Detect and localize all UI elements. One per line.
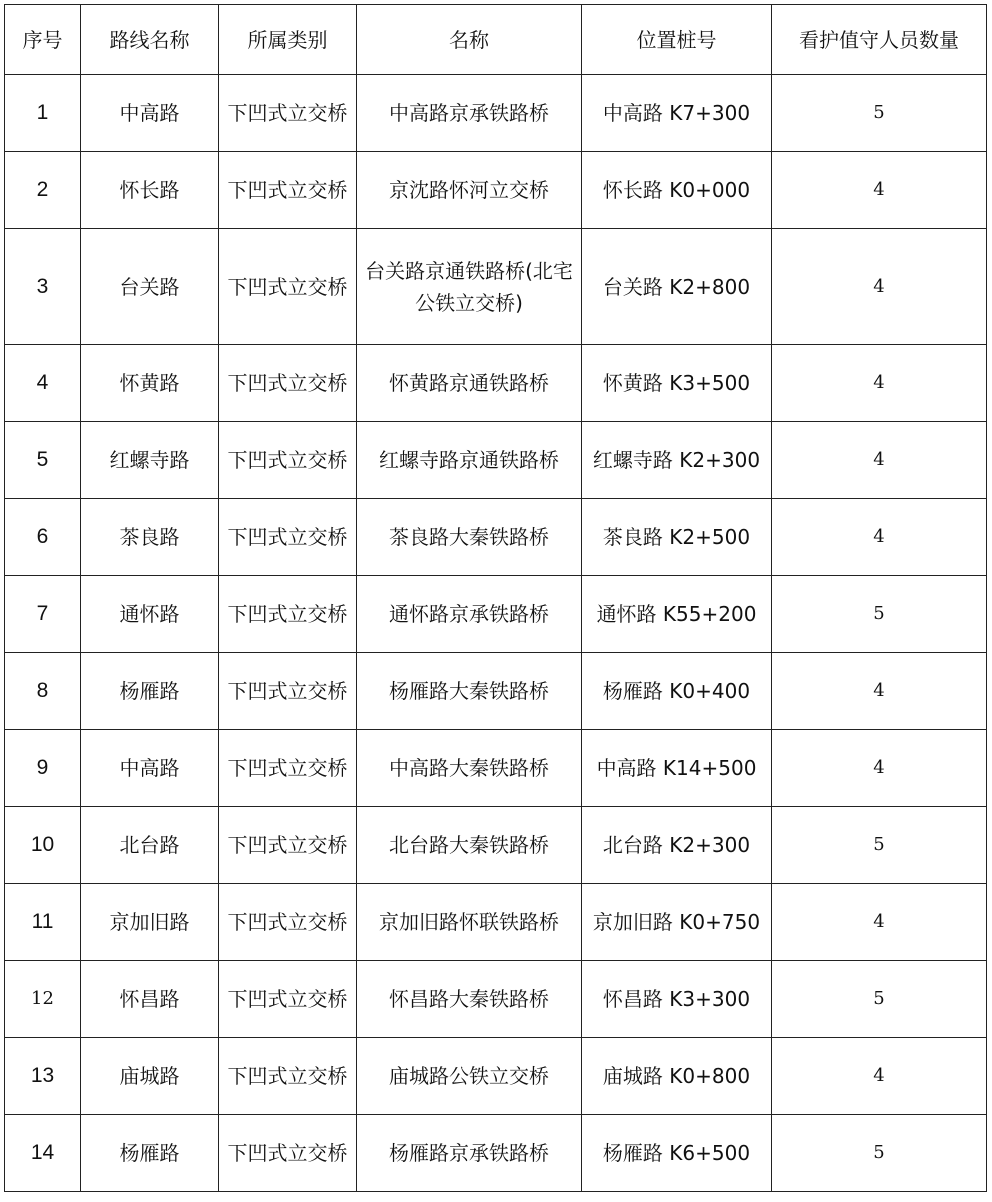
- cell-route: 杨雁路: [81, 1115, 219, 1192]
- header-location: 位置桩号: [582, 5, 772, 75]
- cell-category: 下凹式立交桥: [219, 152, 357, 229]
- cell-route: 北台路: [81, 807, 219, 884]
- cell-name: 庙城路公铁立交桥: [357, 1038, 582, 1115]
- cell-location: 北台路 K2+300: [582, 807, 772, 884]
- table-row: [5, 653, 987, 730]
- cell-category: 下凹式立交桥: [219, 884, 357, 961]
- cell-location: 怀黄路 K3+500: [582, 345, 772, 422]
- table-row: [5, 1115, 987, 1192]
- cell-route: 茶良路: [81, 499, 219, 576]
- cell-staff: 4: [772, 1038, 987, 1115]
- cell-staff: 4: [772, 422, 987, 499]
- cell-location: 中高路 K14+500: [582, 730, 772, 807]
- table-row: [5, 576, 987, 653]
- header-category: 所属类别: [219, 5, 357, 75]
- cell-name: 怀昌路大秦铁路桥: [357, 961, 582, 1038]
- header-name: 名称: [357, 5, 582, 75]
- cell-location: 台关路 K2+800: [582, 229, 772, 345]
- cell-category: 下凹式立交桥: [219, 576, 357, 653]
- cell-staff: 4: [772, 229, 987, 345]
- cell-category: 下凹式立交桥: [219, 1038, 357, 1115]
- cell-no: 1: [5, 75, 81, 152]
- cell-category: 下凹式立交桥: [219, 229, 357, 345]
- cell-location: 庙城路 K0+800: [582, 1038, 772, 1115]
- header-no: 序号: [5, 5, 81, 75]
- cell-staff: 4: [772, 152, 987, 229]
- cell-name: 怀黄路京通铁路桥: [357, 345, 582, 422]
- cell-route: 京加旧路: [81, 884, 219, 961]
- cell-name: 台关路京通铁路桥(北宅公铁立交桥): [357, 229, 582, 345]
- cell-name: 中高路大秦铁路桥: [357, 730, 582, 807]
- cell-location: 杨雁路 K6+500: [582, 1115, 772, 1192]
- cell-category: 下凹式立交桥: [219, 345, 357, 422]
- cell-no: 13: [5, 1038, 81, 1115]
- cell-name: 北台路大秦铁路桥: [357, 807, 582, 884]
- table-row: [5, 1038, 987, 1115]
- table-row: [5, 152, 987, 229]
- cell-name: 茶良路大秦铁路桥: [357, 499, 582, 576]
- cell-name: 通怀路京承铁路桥: [357, 576, 582, 653]
- cell-location: 中高路 K7+300: [582, 75, 772, 152]
- table-header-row: [5, 5, 987, 75]
- cell-name: 杨雁路大秦铁路桥: [357, 653, 582, 730]
- cell-no: 6: [5, 499, 81, 576]
- cell-location: 红螺寺路 K2+300: [582, 422, 772, 499]
- cell-staff: 5: [772, 807, 987, 884]
- cell-route: 中高路: [81, 730, 219, 807]
- cell-route: 怀长路: [81, 152, 219, 229]
- cell-route: 中高路: [81, 75, 219, 152]
- header-route: 路线名称: [81, 5, 219, 75]
- cell-category: 下凹式立交桥: [219, 961, 357, 1038]
- cell-name: 京加旧路怀联铁路桥: [357, 884, 582, 961]
- cell-name: 红螺寺路京通铁路桥: [357, 422, 582, 499]
- cell-route: 通怀路: [81, 576, 219, 653]
- header-staff: 看护值守人员数量: [772, 5, 987, 75]
- cell-category: 下凹式立交桥: [219, 499, 357, 576]
- cell-no: 12: [5, 961, 81, 1038]
- table-row: [5, 422, 987, 499]
- table-row: [5, 229, 987, 345]
- cell-no: 4: [5, 345, 81, 422]
- cell-location: 通怀路 K55+200: [582, 576, 772, 653]
- cell-no: 9: [5, 730, 81, 807]
- table-row: [5, 884, 987, 961]
- cell-location: 怀长路 K0+000: [582, 152, 772, 229]
- cell-staff: 4: [772, 653, 987, 730]
- cell-staff: 5: [772, 961, 987, 1038]
- cell-no: 5: [5, 422, 81, 499]
- cell-no: 10: [5, 807, 81, 884]
- cell-route: 红螺寺路: [81, 422, 219, 499]
- cell-category: 下凹式立交桥: [219, 1115, 357, 1192]
- table-row: [5, 345, 987, 422]
- cell-location: 茶良路 K2+500: [582, 499, 772, 576]
- cell-no: 14: [5, 1115, 81, 1192]
- cell-route: 怀昌路: [81, 961, 219, 1038]
- cell-name: 中高路京承铁路桥: [357, 75, 582, 152]
- cell-no: 7: [5, 576, 81, 653]
- table-row: [5, 730, 987, 807]
- table-row: [5, 961, 987, 1038]
- table-row: [5, 807, 987, 884]
- cell-no: 2: [5, 152, 81, 229]
- cell-no: 3: [5, 229, 81, 345]
- table-row: [5, 499, 987, 576]
- cell-route: 台关路: [81, 229, 219, 345]
- cell-staff: 4: [772, 730, 987, 807]
- cell-staff: 4: [772, 884, 987, 961]
- cell-location: 京加旧路 K0+750: [582, 884, 772, 961]
- cell-category: 下凹式立交桥: [219, 807, 357, 884]
- cell-no: 11: [5, 884, 81, 961]
- cell-staff: 5: [772, 1115, 987, 1192]
- cell-staff: 4: [772, 499, 987, 576]
- cell-route: 怀黄路: [81, 345, 219, 422]
- cell-name: 杨雁路京承铁路桥: [357, 1115, 582, 1192]
- cell-staff: 4: [772, 345, 987, 422]
- cell-category: 下凹式立交桥: [219, 422, 357, 499]
- cell-location: 怀昌路 K3+300: [582, 961, 772, 1038]
- table-row: [5, 75, 987, 152]
- cell-category: 下凹式立交桥: [219, 75, 357, 152]
- cell-staff: 5: [772, 576, 987, 653]
- cell-staff: 5: [772, 75, 987, 152]
- cell-route: 杨雁路: [81, 653, 219, 730]
- cell-category: 下凹式立交桥: [219, 730, 357, 807]
- bridge-staff-table: [4, 4, 987, 1192]
- cell-no: 8: [5, 653, 81, 730]
- cell-name: 京沈路怀河立交桥: [357, 152, 582, 229]
- cell-category: 下凹式立交桥: [219, 653, 357, 730]
- cell-route: 庙城路: [81, 1038, 219, 1115]
- cell-location: 杨雁路 K0+400: [582, 653, 772, 730]
